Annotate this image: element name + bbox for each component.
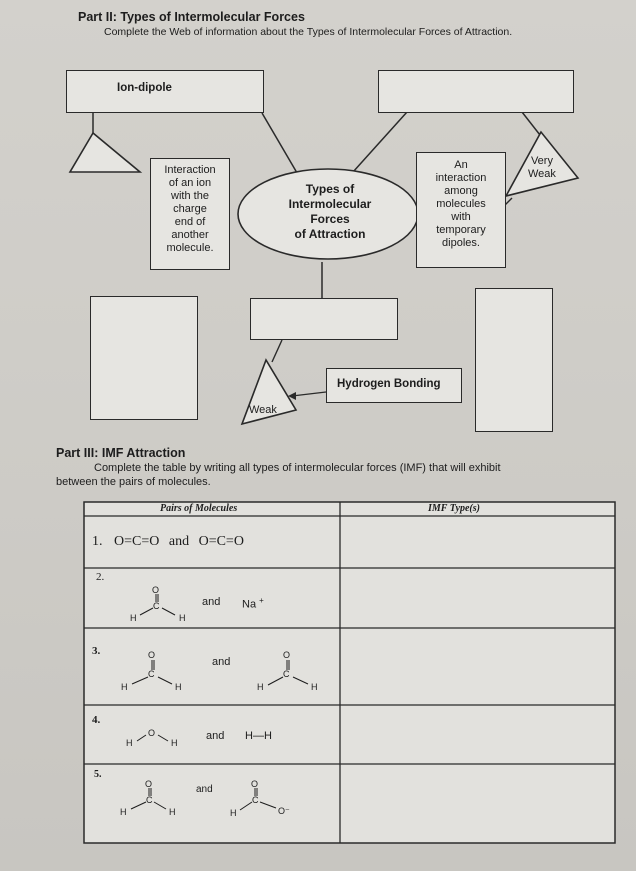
atom-label: C — [146, 795, 153, 805]
and-label: and — [196, 784, 213, 795]
atom-label: O — [148, 728, 156, 738]
def-line: Interaction — [164, 164, 216, 176]
atom-label: O⁻ — [278, 806, 290, 816]
def-line: charge — [173, 203, 207, 215]
atom-label: O — [283, 650, 291, 660]
atom-label: O — [145, 779, 153, 789]
center-line: Intermolecular — [288, 197, 372, 211]
hydrogen-molecule: H—H — [245, 730, 272, 742]
atom-label: C — [153, 601, 160, 611]
row-number: 1. — [92, 534, 103, 549]
def-line: with the — [171, 190, 209, 202]
hydrogen-bonding-label: Hydrogen Bonding — [337, 378, 441, 390]
def-line: molecule. — [166, 242, 214, 254]
row-number: 4. — [92, 714, 101, 726]
atom-label: H — [121, 682, 128, 692]
atom-label: H — [257, 682, 264, 692]
def-line: of an ion — [168, 177, 212, 189]
part2-heading: Part II: Types of Intermolecular Forces — [78, 10, 305, 24]
atom-label: H — [171, 738, 178, 748]
atom-label: H — [169, 807, 176, 817]
molecule-b: O=C=O — [198, 534, 244, 549]
atom-label: C — [148, 669, 155, 679]
atom-label: C — [283, 669, 290, 679]
center-line: Forces — [310, 212, 350, 226]
col-header-imf: IMF Type(s) — [428, 503, 480, 514]
weak-label: Weak — [249, 404, 277, 416]
def-line: dipoles. — [442, 237, 480, 249]
center-line: of Attraction — [294, 227, 366, 241]
atom-label: H — [175, 682, 182, 692]
very-weak-label: Very Weak — [528, 155, 556, 180]
part3-heading: Part III: IMF Attraction — [56, 446, 186, 460]
atom-label: O — [148, 650, 156, 660]
and-label: and — [212, 656, 231, 668]
row-number: 3. — [92, 645, 101, 657]
atom-label: O — [251, 779, 259, 789]
atom-label: H — [130, 613, 137, 623]
part3-instruction-line2: between the pairs of molecules. — [56, 476, 211, 488]
def-line: interaction — [435, 172, 487, 184]
def-line: another — [171, 229, 209, 241]
sodium-ion: Na + — [242, 596, 264, 611]
ion-dipole-label: Ion-dipole — [117, 82, 172, 94]
atom-label: H — [230, 808, 237, 818]
def-line: with — [451, 211, 471, 223]
center-line: Types of — [305, 182, 355, 196]
part3-instruction-line1: Complete the table by writing all types of intermolecular forces (IMF) that will exhibit — [94, 462, 501, 474]
def-line: temporary — [436, 224, 486, 236]
atom-label: H — [120, 807, 127, 817]
atom-label: H — [126, 738, 133, 748]
and-label: and — [168, 534, 190, 549]
atom-label: C — [252, 795, 259, 805]
atom-label: H — [179, 613, 186, 623]
row-number: 2. — [96, 571, 105, 583]
and-label: and — [206, 730, 225, 742]
def-line: end of — [174, 216, 206, 228]
and-label: and — [202, 596, 221, 608]
col-header-pairs: Pairs of Molecules — [160, 503, 238, 514]
atom-label: H — [311, 682, 318, 692]
molecule-a: O=C=O — [114, 534, 160, 549]
answer-cell-5[interactable] — [342, 766, 614, 842]
part2-instruction: Complete the Web of information about the Types of Intermolecular Forces of Attraction. — [104, 26, 513, 38]
row-number: 5. — [94, 769, 102, 780]
def-line: molecules — [436, 198, 486, 210]
atom-label: O — [152, 585, 160, 595]
def-line: An — [454, 159, 468, 171]
def-line: among — [444, 185, 478, 197]
